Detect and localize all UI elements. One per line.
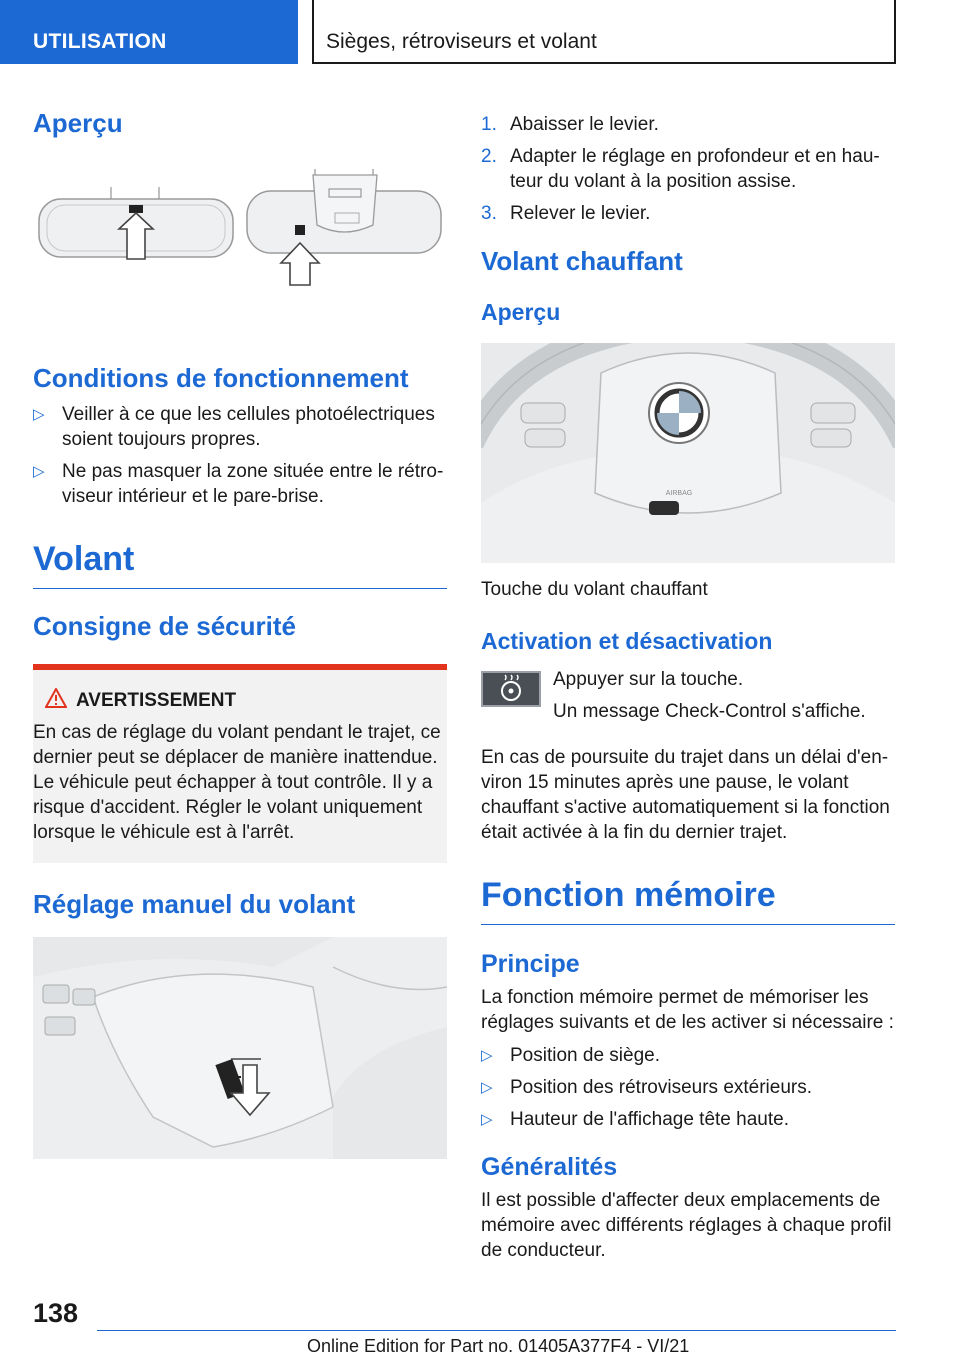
list-item: 2. Adapter le réglage en profondeur et en hauteur du volant à la position assise. xyxy=(481,146,880,192)
airbag-label: AIRBAG xyxy=(665,489,693,497)
list-item: ▷ Ne pas masquer la zone située entre le rétroviseur intérieur et le pare-brise. xyxy=(33,461,444,508)
rear-view-mirror-diagram xyxy=(33,167,447,327)
heated-steering-button-icon xyxy=(481,671,541,707)
activation-line-1: Appuyer sur la touche. xyxy=(553,669,744,691)
list-item: ▷ Veiller à ce que les cellules photoélectriques soient toujours propres. xyxy=(33,404,435,451)
section-tab: UTILISATION xyxy=(0,0,298,64)
list-item: ▷ Position des rétroviseurs extérieurs. xyxy=(481,1077,813,1099)
page-number: 138 xyxy=(33,1298,79,1328)
conditions-list xyxy=(33,402,447,509)
conditions-heading: Conditions de fonctionnement xyxy=(33,363,409,394)
figure-caption: Touche du volant chauffant xyxy=(481,578,708,600)
principe-text: La fonction mémoire permet de mémoriser les réglages suivants et de les activer si nécessaire : xyxy=(481,987,894,1034)
triangle-bullet-icon: ▷ xyxy=(481,1047,493,1065)
triangle-bullet-icon: ▷ xyxy=(33,463,45,481)
generalites-text: Il est possible d'affecter deux emplacements de mémoire avec différents réglages à chaque profil de conducteur. xyxy=(481,1190,892,1262)
apercu-heading: Aperçu xyxy=(33,108,123,138)
volant-heading: Volant xyxy=(33,539,447,589)
footer-edition: Online Edition for Part no. 01405A377F4 - VI/21 xyxy=(307,1336,690,1356)
right-column xyxy=(481,96,895,1263)
warning-title: AVERTISSEMENT xyxy=(33,690,447,712)
steering-lever-illustration xyxy=(33,937,447,1159)
triangle-bullet-icon: ▷ xyxy=(33,406,45,424)
list-item: ▷ Hauteur de l'affichage tête haute. xyxy=(481,1109,789,1131)
activation-line-2: Un message Check-Control s'affiche. xyxy=(553,701,866,723)
warning-box xyxy=(33,664,447,863)
memoire-heading: Fonction mémoire xyxy=(481,875,895,925)
list-item: 3. Relever le levier. xyxy=(481,203,651,224)
reglage-heading: Réglage manuel du volant xyxy=(33,889,356,920)
mirror-illustration xyxy=(33,167,447,327)
triangle-bullet-icon: ▷ xyxy=(481,1079,493,1097)
activation-block xyxy=(481,667,895,731)
footer-divider xyxy=(97,1330,896,1331)
list-item: ▷ Position de siège. xyxy=(481,1045,660,1067)
triangle-bullet-icon: ▷ xyxy=(481,1111,493,1129)
warning-triangle-icon xyxy=(45,688,67,708)
principe-list xyxy=(481,1043,895,1132)
chapter-title: Sièges, rétroviseurs et volant xyxy=(312,0,896,64)
chauffant-heading: Volant chauffant xyxy=(481,246,683,276)
steps-list xyxy=(481,112,895,226)
list-item: 1. Abaisser le levier. xyxy=(481,114,659,135)
activation-heading: Activation et désactivation xyxy=(481,627,773,654)
activation-paragraph: En cas de poursuite du trajet dans un délai d'environ 15 minutes après une pause, le volant chauffant s'active automatiquement si la fonction était activée à la fin du dernier trajet. xyxy=(481,747,890,844)
apercu-subheading: Aperçu xyxy=(481,299,561,326)
generalites-heading: Généralités xyxy=(481,1153,618,1182)
left-column xyxy=(33,96,447,1159)
steering-wheel-illustration xyxy=(481,343,895,563)
warning-text: En cas de réglage du volant pendant le trajet, ce dernier peut se déplacer de manière inattendue. Le véhicule peut échapper à tout contrôle. Il y a risque d'accident. Régler le volant uniquement lorsque le véhicule est à l'arrêt. xyxy=(33,722,441,844)
principe-heading: Principe xyxy=(481,950,580,979)
consigne-heading: Consigne de sécurité xyxy=(33,611,296,642)
